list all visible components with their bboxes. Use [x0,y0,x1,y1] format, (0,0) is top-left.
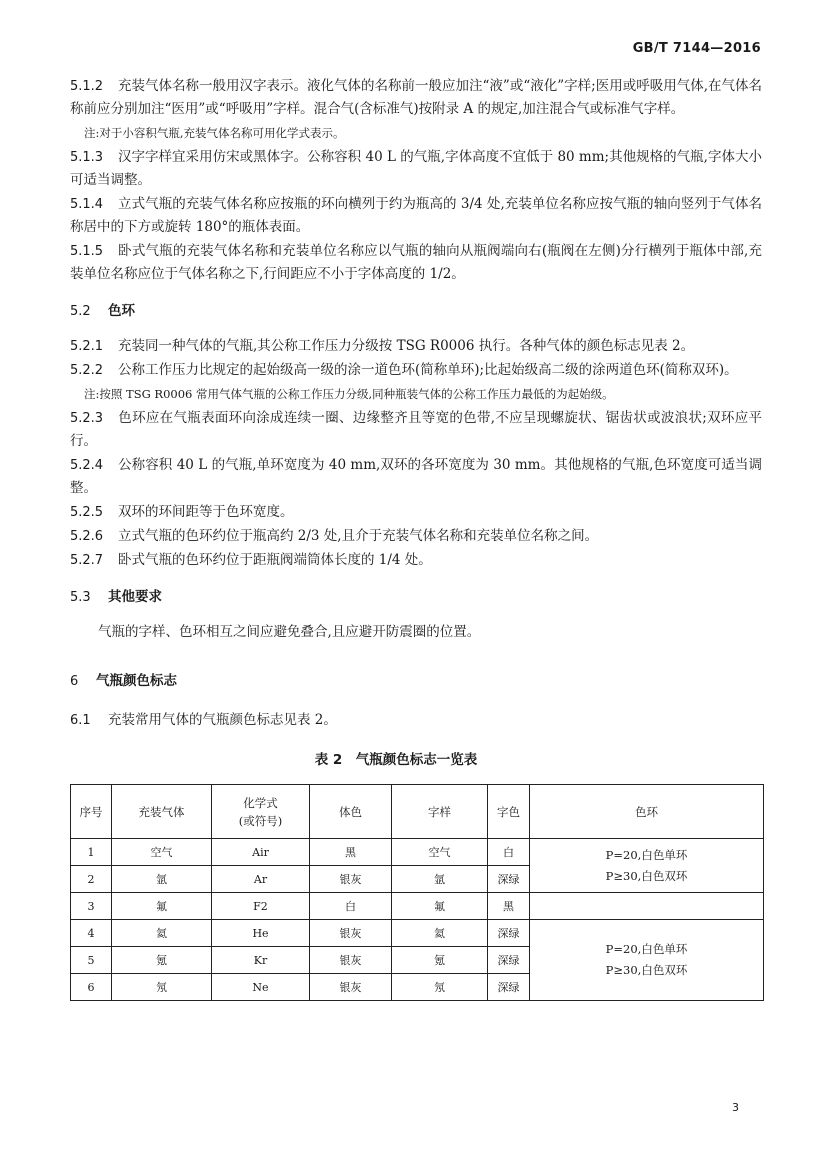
header-color-ring: 色环 [530,785,764,839]
section-number: 5.3 [70,590,91,605]
ring-line: P=20,白色单环 [605,847,688,862]
section-number: 5.2 [70,304,91,319]
cell-lettering: 氖 [392,974,488,1001]
header-formula-line2: (或符号) [238,813,283,828]
paragraph-6-1 [70,709,762,732]
header-letter-color: 字色 [488,785,530,839]
chapter-number: 6 [70,674,79,689]
table-row [71,893,764,920]
cell-formula: Ar [212,866,310,893]
cell-gas: 氦 [112,920,212,947]
cell-body-color: 黑 [310,839,392,866]
clause-5-2-1 [70,335,762,358]
table-title: 表 2 气瓶颜色标志一览表 [314,752,478,768]
chapter-6-heading [70,670,762,693]
section-title: 色环 [108,303,135,319]
clause-text: 公称容积 40 L 的气瓶,单环宽度为 40 mm,双环的各环宽度为 30 mm。其他规格的气瓶,色环宽度可适当调整。 [70,457,762,496]
clause-5-2-4 [70,454,762,500]
cell-lettering: 空气 [392,839,488,866]
table-row [71,839,764,866]
clause-text: 充装同一种气体的气瓶,其公称工作压力分级按 TSG R0006 执行。各种气体的颜色标志见表 2。 [118,338,695,354]
clause-number: 5.1.4 [70,197,104,212]
cell-index: 5 [71,947,112,974]
cell-gas: 氖 [112,974,212,1001]
cell-letter-color: 深绿 [488,947,530,974]
clause-number: 5.2.2 [70,363,104,378]
cell-letter-color: 白 [488,839,530,866]
ring-line: P≥30,白色双环 [605,963,688,977]
clause-5-2-5 [70,501,762,524]
header-body-color: 体色 [310,785,392,839]
clause-text: 卧式气瓶的充装气体名称和充装单位名称应以气瓶的轴向从瓶阀端向右(瓶阀在左侧)分行横列于瓶体中部,充装单位名称应位于气体名称之下,行间距应不小于字体高度的 1/2。 [70,243,762,282]
ring-line: P≥30,白色双环 [605,868,688,883]
cell-body-color: 白 [310,893,392,920]
clause-5-2-2 [70,359,762,382]
table-row [71,920,764,947]
clause-number: 5.2.5 [70,505,104,520]
cell-color-ring-empty [530,893,764,920]
clause-5-1-5 [70,240,762,286]
clause-5-2-7 [70,549,762,572]
page-content [70,75,762,1001]
section-5-3-heading [70,586,762,609]
clause-number: 5.2.1 [70,339,104,354]
cell-body-color: 银灰 [310,920,392,947]
page-number: 3 [732,1101,739,1114]
clause-text: 卧式气瓶的色环约位于距瓶阀端筒体长度的 1/4 处。 [118,552,432,568]
clause-number: 5.1.3 [70,150,104,165]
cell-color-ring [530,920,764,1001]
clause-text: 汉字字样宜采用仿宋或黑体字。公称容积 40 L 的气瓶,字体高度不宜低于 80 mm;其他规格的气瓶,字体大小可适当调整。 [70,149,762,188]
clause-5-1-3 [70,146,762,192]
header-gas: 充装气体 [112,785,212,839]
cell-formula: Air [212,839,310,866]
cell-body-color: 银灰 [310,947,392,974]
clause-number: 5.2.3 [70,411,104,426]
cell-letter-color: 深绿 [488,974,530,1001]
table-header-row [71,785,764,839]
clause-number: 5.2.4 [70,458,104,473]
header-formula [212,785,310,839]
cell-index: 2 [71,866,112,893]
clause-5-2-3 [70,407,762,453]
clause-text: 双环的环间距等于色环宽度。 [118,504,294,520]
cell-formula: He [212,920,310,947]
cell-letter-color: 黑 [488,893,530,920]
cell-index: 4 [71,920,112,947]
cell-gas: 氩 [112,866,212,893]
cell-formula: Kr [212,947,310,974]
section-5-1 [70,75,762,286]
clause-text: 色环应在气瓶表面环向涂成连续一圈、边缘整齐且等宽的色带,不应呈现螺旋状、锯齿状或波浪状;双环应平行。 [70,410,762,449]
header-index: 序号 [71,785,112,839]
clause-number: 5.2.6 [70,529,104,544]
cell-body-color: 银灰 [310,866,392,893]
cell-formula: F2 [212,893,310,920]
cell-index: 1 [71,839,112,866]
clause-text: 立式气瓶的色环约位于瓶高约 2/3 处,且介于充装气体名称和充装单位名称之间。 [118,528,599,544]
header-formula-line1: 化学式 [243,795,278,810]
section-5-3-text: 气瓶的字样、色环相互之间应避免叠合,且应避开防震圈的位置。 [98,624,481,640]
note: 注:按照 TSG R0006 常用气体气瓶的公称工作压力分级,同种瓶装气体的公称工作压力最低的为起始级。 [84,387,614,401]
cell-letter-color: 深绿 [488,866,530,893]
clause-text: 立式气瓶的充装气体名称应按瓶的环向横列于约为瓶高的 3/4 处,充装单位名称应按气瓶的轴向竖列于气体名称居中的下方或旋转 180°的瓶体表面。 [70,196,762,235]
clause-text: 充装气体名称一般用汉字表示。液化气体的名称前一般应加注“液”或“液化”字样;医用或呼吸用气体,在气体名称前应分别加注“医用”或“呼吸用”字样。混合气(含标准气)按附录 A 的规定,加注混合气或标准气字样。 [70,78,762,117]
clause-number: 5.2.7 [70,553,104,568]
cell-color-ring [530,839,764,893]
cell-formula: Ne [212,974,310,1001]
standard-code: GB/T 7144—2016 [632,41,761,56]
header-lettering: 字样 [392,785,488,839]
color-marking-table [70,784,764,1001]
clause-number: 5.1.2 [70,79,104,94]
cell-lettering: 氩 [392,866,488,893]
clause-5-1-4 [70,193,762,239]
cell-body-color: 银灰 [310,974,392,1001]
cell-lettering: 氟 [392,893,488,920]
clause-5-2-6 [70,525,762,548]
clause-text: 充装常用气体的气瓶颜色标志见表 2。 [108,712,337,728]
cell-lettering: 氪 [392,947,488,974]
cell-gas: 氟 [112,893,212,920]
cell-index: 6 [71,974,112,1001]
section-title: 其他要求 [108,589,162,605]
cell-index: 3 [71,893,112,920]
cell-letter-color: 深绿 [488,920,530,947]
clause-number: 6.1 [70,713,91,728]
clause-5-1-2 [70,75,762,121]
cell-gas: 氪 [112,947,212,974]
note: 注:对于小容积气瓶,充装气体名称可用化学式表示。 [84,126,345,140]
section-5-2 [70,335,762,572]
clause-text: 公称工作压力比规定的起始级高一级的涂一道色环(简称单环);比起始级高二级的涂两道色环(简称双环)。 [118,362,738,378]
cell-gas: 空气 [112,839,212,866]
ring-line: P=20,白色单环 [605,942,688,956]
clause-number: 5.1.5 [70,244,104,259]
section-5-2-heading [70,300,762,323]
cell-lettering: 氦 [392,920,488,947]
chapter-title: 气瓶颜色标志 [96,673,177,689]
